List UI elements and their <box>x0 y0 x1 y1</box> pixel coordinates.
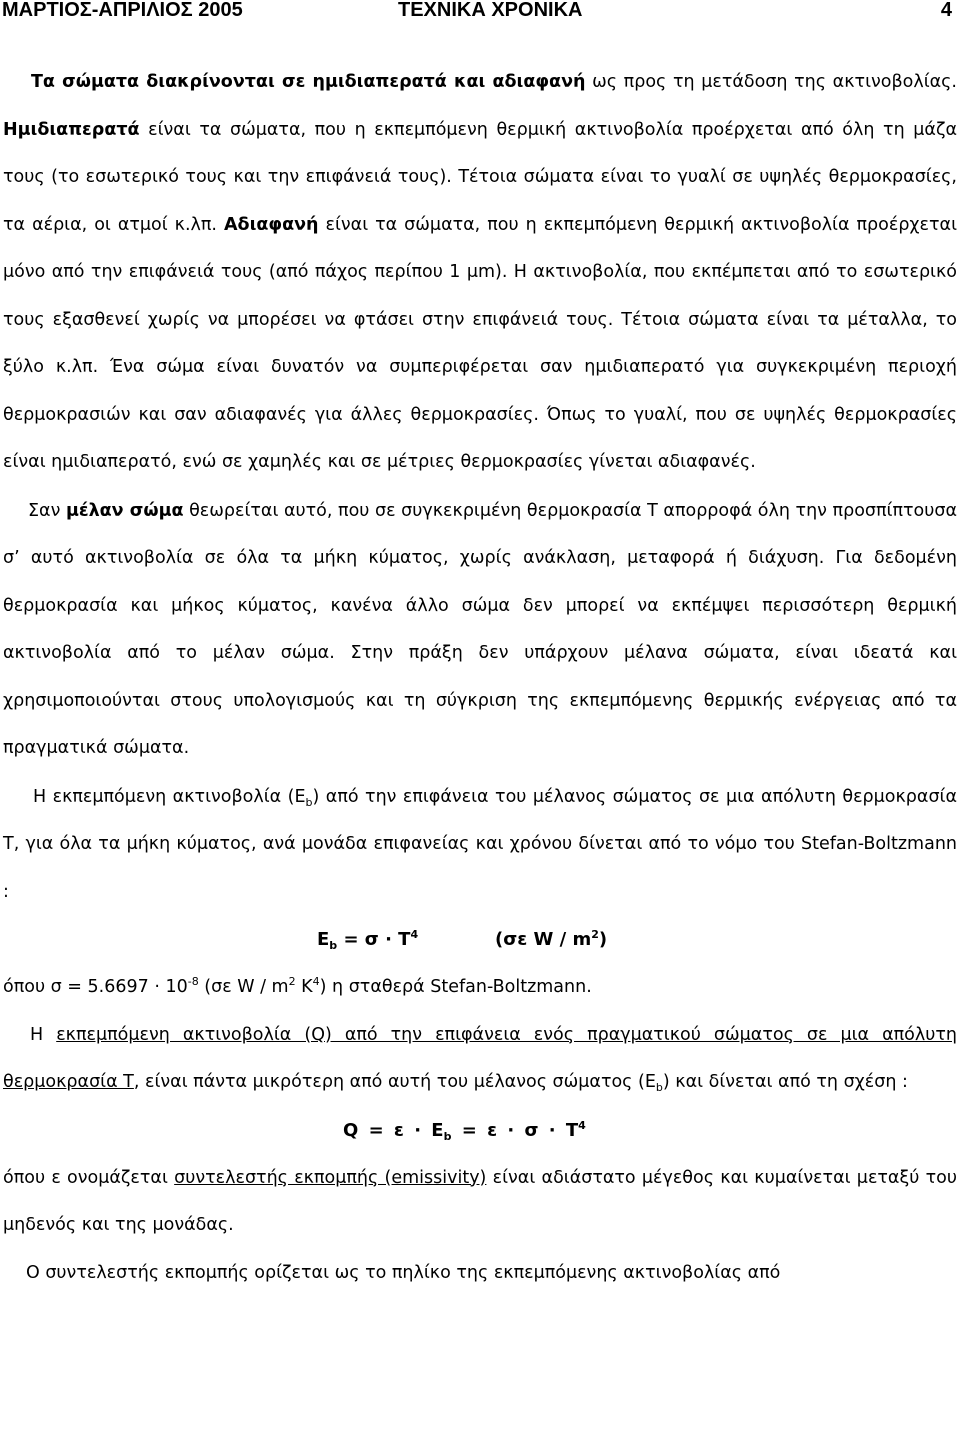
paragraph-stefan-boltzmann: Η εκπεμπόμενη ακτινοβολία $(E_b)$ από την επιφάνεια του μέλανος σώματος σε μια απόλυτη θερμοκρασία Τ, για όλα τα μήκη κύματος, ανά μονάδα επιφανείας και χρόνου δίνεται από το νόμο του Stefan-Boltzmann : <box>3 786 957 902</box>
paragraph-black-body: Σαν μέλαν σώμα θεωρείται αυτό, που σε συγκεκριμένη θερμοκρασία Τ απορροφά όλη την προσπίπτουσα σ’ αυτό ακτινοβολία σε όλα τα μήκη κύματος, χωρίς ανάκλαση, μεταφορά ή διάχυση. Για δεδομένη θερμοκρασία και μήκος κύματος, κανένα άλλο σώμα δεν μπορεί να εκπέμψει περισσότερη θερμική ακτινοβολία από το μέλαν σώμα. Στην πράξη δεν υπάρχουν μέλανα σώματα, είναι ιδεατά και χρησιμοποιούνται στους υπολογισμούς και τη σύγκριση της εκπεμπόμενης θερμικής ενέργειας από τα πραγματικά σώματα. <box>3 500 957 758</box>
paragraph-material-types: Τα σώματα διακρίνονται σε ημιδιαπερατά και αδιαφανή ως προς τη μετάδοση της ακτινοβολίας. Ημιδιαπερατά είναι τα σώματα, που η εκπεμπόμενη θερμική ακτινοβολία προέρχεται από όλη τη μάζα τους (το εσωτερικό τους και την επιφάνειά τους). Τέτοια σώματα είναι το γυαλί σε υψηλές θερμοκρασίες, τα αέρια, οι ατμοί κ.λπ. Αδιαφανή είναι τα σώματα, που η εκπεμπόμενη θερμική ακτινοβολία προέρχεται μόνο από την επιφάνειά τους (από πάχος περίπου 1 μm). Η ακτινοβολία, που εκπέμπεται από το εσωτερικό τους εξασθενεί χωρίς να μπορέσει να φτάσει στην επιφάνειά τους. Τέτοια σώματα είναι τα μέταλλα, το ξύλο κ.λπ. Ένα σώμα είναι δυνατόν να συμπεριφέρεται σαν ημιδιαπερατό για συγκεκριμένη περιοχή θερμοκρασιών και σαν αδιαφανές για άλλες θερμοκρασίες. Όπως το γυαλί, που σε υψηλές θερμοκρασίες είναι ημιδιαπερατό, ενώ σε χαμηλές και σε μέτριες θερμοκρασίες γίνεται αδιαφανές. <box>3 72 957 472</box>
article-body <box>3 59 957 1297</box>
paragraph-real-body: Η εκπεμπόμενη ακτινοβολία (Q) από την επιφάνεια ενός πραγματικού σώματος σε μια απόλυτη θερμοκρασία Τ, είναι πάντα μικρότερη από αυτή του μέλανος σώματος $(E_b)$ και δίνεται από τη σχέση : <box>3 1024 957 1094</box>
bold-term: μέλαν σώμα <box>65 500 184 521</box>
underlined-definition: εκπεμπόμενη ακτινοβολία (Q) από την επιφάνεια ενός πραγματικού σώματος σε μια απόλυτη θερμοκρασία Τ <box>3 1024 957 1092</box>
page-number: 4 <box>940 0 952 21</box>
page-header <box>0 0 960 26</box>
bold-term: Τα σώματα διακρίνονται σε ημιδιαπερατά και αδιαφανή <box>31 72 586 92</box>
paragraph-emissivity-definition: Ο συντελεστής εκπομπής ορίζεται ως το πηλίκο της εκπεμπόμενης ακτινοβολίας από <box>26 1262 781 1283</box>
bold-term: Ημιδιαπερατά <box>3 119 140 140</box>
underlined-definition: συντελεστής εκπομπής (emissivity) <box>174 1167 487 1188</box>
bold-term: Αδιαφανή <box>224 214 319 235</box>
equation-unit: (σε W / $m^2$) <box>495 928 608 950</box>
paragraph-emissivity: όπου ε ονομάζεται συντελεστής εκπομπής (emissivity) είναι αδιάστατο μέγεθος και κυμαίνεται μεταξύ του μηδενός και της μονάδας. <box>3 1167 957 1235</box>
equation-stefan-boltzmann: $E_b = \sigma \cdot T^4$ (σε W / $m^2$) <box>3 916 957 964</box>
equation-real-body: $Q = \varepsilon \cdot E_b = \varepsilon \cdot \sigma \cdot T^4$ <box>343 1118 586 1143</box>
issue-date: ΜΑΡΤΙΟΣ-ΑΠΡΙΛΙΟΣ 2005 <box>2 0 243 21</box>
magazine-title: ΤΕΧΝΙΚΑ ΧΡΟΝΙΚΑ <box>398 0 583 21</box>
sigma-constant-line: όπου $\sigma = 5.6697 \cdot 10^{-8}$ (σε W / $m^2$ $K^4$) η σταθερά Stefan-Boltzmann. <box>3 975 592 997</box>
